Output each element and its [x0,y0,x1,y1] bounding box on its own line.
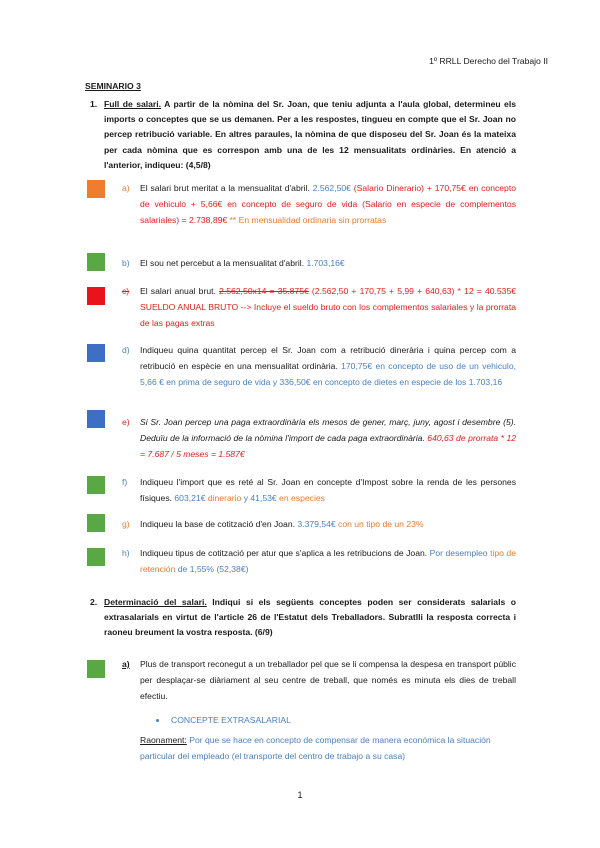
item-label: e) [122,417,130,427]
reasoning-text: Por que se hace en concepto de compensar de manera económica la situación particular del empleado (el transporte del centro de trabajo a su casa) [140,735,491,761]
status-square-green [87,514,105,532]
page-number: 1 [297,790,303,800]
question-number: 2. [90,597,98,607]
item-label: g) [122,519,130,529]
status-square-green [87,476,105,494]
item-answer-struck: 2.562,50x14 = 35.875€ [219,286,309,296]
item-label: c) [122,286,130,296]
seminar-title: SEMINARIO 3 [85,81,141,91]
item-answer-orange: en especies [276,493,325,503]
answer-bullet [156,715,291,725]
item-a [122,180,517,228]
item-f [122,474,516,506]
status-square-green [87,660,105,678]
item-question: Indiqueu l'import que es reté al Sr. Joan en concepte d'Impost sobre la renda de les persones físiques. [140,477,516,503]
item-question: Plus de transport reconegut a un treballador pel que se li compensa la despesa en transport públic per desplaçar-se diàriament al seu centre de treball, que només es minuta els dies de treball efectiu. [140,659,516,701]
item-c [122,283,517,331]
item-g [122,516,516,532]
item-e [122,414,516,462]
item-question: El sou net percebut a la mensualitat d'abril. [140,258,307,268]
item-answer-blue: y 41,53€ [241,493,277,503]
item-label: b) [122,258,130,268]
item-answer-blue: 170,75€ en concepto de uso de un vehiculo, 5,66 € en prima de seguro de vida y 336,50€ en concepto de dietes en especie de los 1.703,16 [140,361,516,387]
question-1 [90,97,516,173]
item-b [122,255,516,271]
item-answer-red: 640,63 de prorrata * 12 = 7.687 / 5 meses = 1.587€ [140,433,516,459]
item-question: El salari brut meritat a la mensualitat d'abril. [140,183,313,193]
item-answer-orange: dinerario [205,493,242,503]
status-square-orange [87,180,105,198]
item-h [122,545,516,577]
item-answer-orange: tipo de retención [140,548,516,574]
item-answer-blue: 2.562,50€ [312,183,351,193]
reasoning [140,732,516,764]
item-answer-blue: 603,21€ [174,493,206,503]
item-label: d) [122,345,130,355]
question-number: 1. [90,99,98,109]
status-square-green [87,253,105,271]
bullet-icon [156,719,159,722]
item-question: El salari anual brut. [140,286,220,296]
item-answer-red: (Salario Dinerario) + 170,75€ en concepto de vehiculo + 5,66€ en concepto de seguro de vida (Salario en especie de complementos salariales) = 2.738,89€ [140,183,517,225]
item-label: a) [122,659,130,669]
item-answer-blue: 1.703,16€ [306,258,345,268]
item-d [122,342,516,390]
item-answer-red: (2.562,50 + 170,75 + 5,99 + 640,63) * 12 = 40.535€ SUELDO ANUAL BRUTO --> Incluye el sueldo bruto con los complementos salariales y la prorrata de las pagas extras [140,286,517,328]
item-question: Si Sr. Joan percep una paga extraordinària els mesos de gener, març, juny, agost i desembre (5). Deduïu de la informació de la nòmina l'import de cada paga extraordinària. [140,417,516,443]
status-square-blue [87,410,105,428]
item-question: Indiqueu quina quantitat percep el Sr. Joan com a retribució dinerària i quina percep com a retribució en espècie en una mensualitat ordinària. [140,345,516,371]
item-label: f) [122,477,128,487]
item-answer-orange: ** En mensualidad ordinaria sin prorratas [229,215,387,225]
item-answer-blue: Por desempleo [429,548,488,558]
item-answer-orange: con un tipo de un 23% [335,519,424,529]
question-title: Full de salari. [104,99,162,109]
status-square-blue [87,344,105,362]
question-text: A partir de la nòmina del Sr. Joan, que teniu adjunta a l'aula global, determineu els imports o conceptes que se us demanen. Per a les respostes, tingueu en compte que el Sr. Joan no percep retribució variable. En altres paraules, la nòmina de que disposeu del Sr. Joan és la mateixa per cada nòmina que es correspon amb una de les 12 mensualitats ordinàries. En atenció a l'anterior, indiqueu: (4,5/8) [104,99,516,170]
item-answer-blue: 3.379,54€ [297,519,336,529]
status-square-red [87,287,105,305]
item-label: h) [122,548,130,558]
item-question: Indiqueu la base de cotització d'en Joan. [140,519,298,529]
question-text: Indiqui si els següents conceptes poden ser considerats salarials o extrasalarials en virtut de l'article 26 de l'Estatut dels Treballadors. Subratlli la resposta correcta i raoneu breument la vostra resposta. (6/9) [104,597,516,638]
reasoning-label: Raonament: [140,735,187,745]
item-2a [122,656,516,704]
item-question: Indiqueu tipus de cotització per atur que s'aplica a les retribucions de Joan. [140,548,430,558]
answer-text: CONCEPTE EXTRASALARIAL [171,715,291,725]
item-answer-blue: de 1,55% (52,38€) [175,564,249,574]
question-2 [90,595,516,641]
item-label: a) [122,183,130,193]
question-title: Determinació del salari. [104,597,207,607]
document-header: 1º RRLL Derecho del Trabajo II [429,56,548,66]
status-square-green [87,548,105,566]
